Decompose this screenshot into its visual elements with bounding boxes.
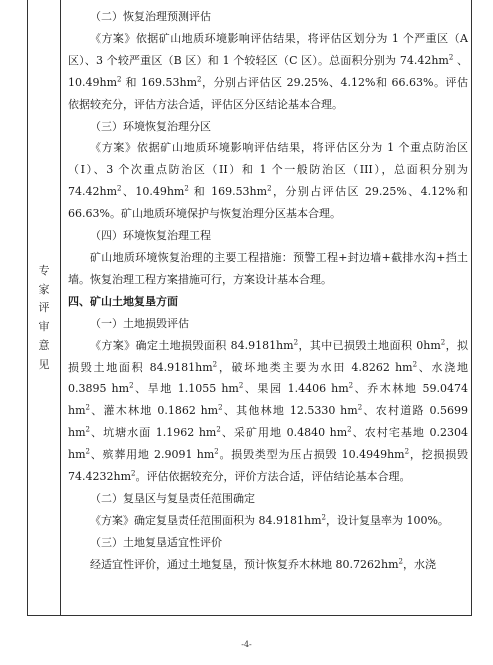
subsection-title: （四）环境恢复治理工程 <box>90 229 211 243</box>
paragraph: 《方案》依据矿山地质环境影响评估结果，将评估区划分为 1 个严重区（A 区）、3 个较严重区（B 区）和 1 个较轻区（C 区）。总面积分别为 $74.42hm^2$ 、$10.49hm^2$ 和 $169.53hm^2$，分别占评估区 29.25%、4.12%和 66.63%。评估依据较充分，评估方法合适，评估区分区结论基本合理。 <box>68 31 468 111</box>
label-char: 家 <box>38 282 50 296</box>
paragraph: 《方案》确定土地损毁面积 $84.9181hm^2$，其中已损毁土地面积 $0hm^2$，拟损毁土地面积 $84.9181hm^2$，破坏地类主要为水田 4.8262 $hm^2$、水浇地 0.3895 $hm^2$、旱地 1.1055 $hm^2$、果园 1.4406 $hm^2$、乔木林地 59.0474 $hm^2$、灌木林地 0.1862 $hm^2$、其他林地 12.5330 $hm^2$、农村道路 0.5699 $hm^2$、坑塘水面 1.1962 $hm^2$、采矿用地 0.4840 $hm^2$、农村宅基地 0.2304 $hm^2$、殡葬用地 2.9091 $hm^2$。损毁类型为压占损毁 $10.4949hm^2$，挖损损毁 $74.4232hm^2$。评估依据较充分，评价方法合适，评估结论基本合理。 <box>68 337 469 484</box>
label-char: 审 <box>38 320 50 334</box>
subsection-title: （一）土地损毁评估 <box>90 316 189 330</box>
subsection-title: （二）恢复治理预测评估 <box>90 10 211 23</box>
subsection-title: （二）复垦区与复垦责任范围确定 <box>90 491 255 505</box>
section-heading: 四、矿山土地复垦方面 <box>68 294 178 308</box>
subsection-title: （三）环境恢复治理分区 <box>90 119 211 133</box>
expert-opinion-label <box>28 262 60 374</box>
paragraph: 《方案》依据矿山地质环境影响评估结果，将评估区分为 1 个重点防治区（I）、3 个次重点防治区（II）和 1 个一般防治区（III），总面积分别为 $74.42hm^2$、$10.49hm^2$ 和 $169.53hm^2$，分别占评估区 29.25%、4.12%和 66.63%。矿山地质环境保护与恢复治理分区基本合理。 <box>68 141 468 221</box>
label-char: 见 <box>38 357 50 371</box>
paragraph: 经适宜性评价，通过土地复垦，预计恢复乔木林地 $80.7262hm^2$，水浇 <box>90 557 436 571</box>
label-char: 评 <box>38 301 50 315</box>
opinion-content <box>68 6 468 576</box>
label-char: 意 <box>38 338 50 352</box>
paragraph: 矿山地质环境恢复治理的主要工程措施：预警工程+封边墙+截排水沟+挡土墙。恢复治理工程方案措施可行，方案设计基本合理。 <box>68 250 468 286</box>
subsection-title: （三）土地复垦适宜性评价 <box>90 535 222 549</box>
paragraph: 《方案》确定复垦责任范围面积为 $84.9181hm^2$，设计复垦率为 100%。 <box>90 513 449 527</box>
review-table <box>27 0 472 616</box>
label-char: 专 <box>38 264 50 277</box>
label-column <box>28 0 61 615</box>
page-number: -4- <box>241 640 252 649</box>
